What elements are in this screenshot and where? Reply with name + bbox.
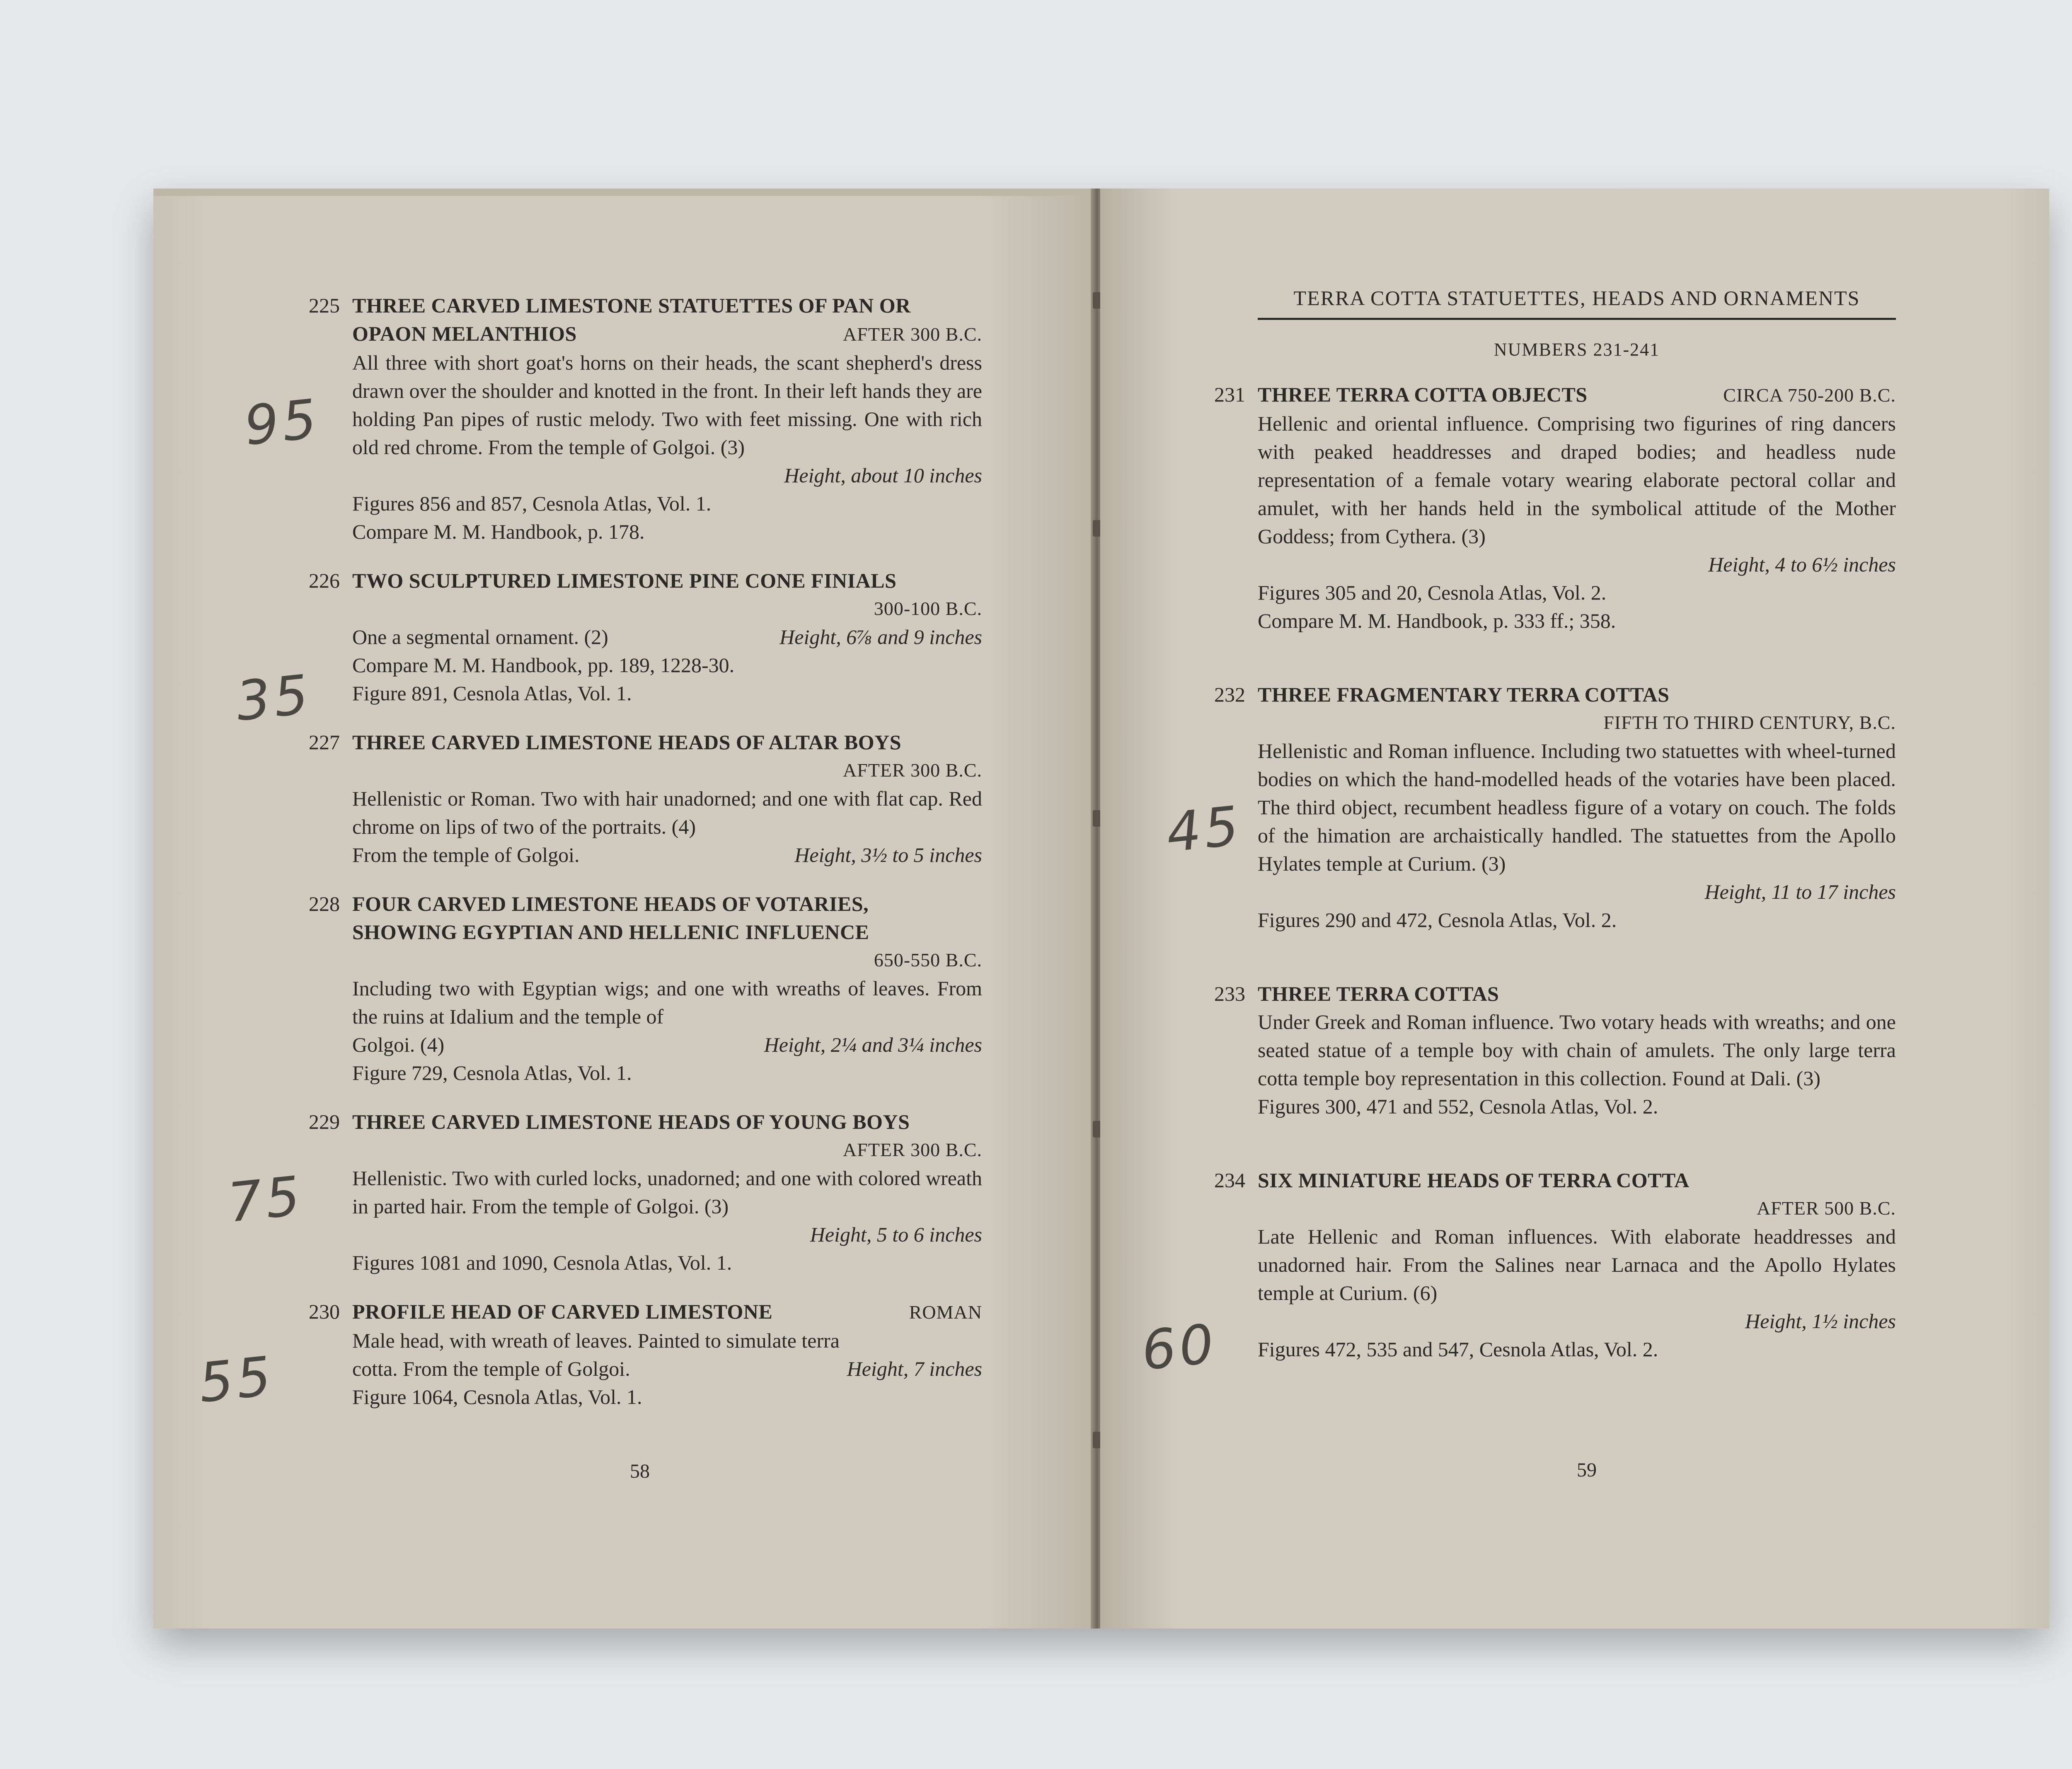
entry-reference: Figure 891, Cesnola Atlas, Vol. 1. [352, 682, 632, 705]
entry-description: Late Hellenic and Roman influences. With elaborate headdresses and unadorned hair. From the Salines near Larnaca and the Apollo Hylates temple at Curium. (6) [1258, 1225, 1896, 1304]
catalog-entry-234 [1214, 1166, 1896, 1363]
lot-number: 229 [309, 1110, 340, 1133]
section-heading: TERRA COTTA STATUETTES, HEADS AND ORNAMENTS [1258, 284, 1896, 320]
right-column [1214, 284, 1896, 1384]
entry-description: Hellenistic and Roman influence. Including two statuettes with wheel-turned bodies on which the hand-modelled heads of the votaries have been placed. The third object, recumbent headless figure of a votary on couch. The folds of the himation are archaistically handled. The statuettes from the Apollo Hylates temple at Curium. (3) [1258, 739, 1896, 875]
entry-description: Hellenistic. Two with curled locks, unadorned; and one with colored wreath in parted hair. From the temple of Golgoi. (3) [352, 1166, 982, 1218]
lot-number: 230 [309, 1300, 340, 1323]
entry-measurement: Height, about 10 inches [784, 464, 982, 487]
lot-number: 231 [1214, 383, 1245, 406]
entry-reference: Figures 472, 535 and 547, Cesnola Atlas, Vol. 2. [1258, 1338, 1658, 1361]
entry-reference: Compare M. M. Handbook, p. 178. [352, 520, 645, 543]
catalog-entry-225 [309, 291, 982, 546]
entry-description: Including two with Egyptian wigs; and one with wreaths of leaves. From the ruins at Idalium and the temple of [352, 977, 982, 1028]
entry-date: ROMAN [909, 1302, 982, 1323]
pencil-annotation: 60 [1138, 1312, 1220, 1383]
left-page [153, 189, 1094, 1629]
entry-measurement: Height, 2¼ and 3¼ inches [764, 1033, 982, 1056]
pencil-annotation: 45 [1163, 794, 1245, 865]
entry-reference: Figures 290 and 472, Cesnola Atlas, Vol. 2. [1258, 908, 1617, 932]
entry-reference: Figures 856 and 857, Cesnola Atlas, Vol. 1. [352, 492, 712, 515]
entry-measurement: Height, 11 to 17 inches [1704, 880, 1896, 903]
left-column [309, 291, 982, 1432]
lot-number: 227 [309, 731, 340, 754]
page-number: 59 [1577, 1459, 1597, 1481]
entry-measurement: Height, 3½ to 5 inches [794, 843, 982, 866]
entry-title: THREE TERRA COTTA OBJECTS [1258, 383, 1588, 406]
entry-title: THREE TERRA COTTAS [1258, 982, 1499, 1005]
entry-title: THREE FRAGMENTARY TERRA COTTAS [1258, 683, 1670, 706]
pencil-annotation: 75 [225, 1164, 306, 1235]
pencil-annotation: 35 [233, 662, 315, 733]
entry-description: Hellenic and oriental influence. Comprising two figurines of ring dancers with peaked headdresses and draped bodies; and headless nude representation of a female votary wearing elaborate pectoral collar and amulet, with her hands held in the symbolical attitude of the Mother Goddess; from Cythera. (3) [1258, 412, 1896, 548]
catalog-entry-226 [309, 566, 982, 707]
entry-description: Under Greek and Roman influence. Two votary heads with wreaths; and one seated statue of a temple boy with chain of amulets. The only large terra cotta temple boy representation in this collection. Found at Dali. (3) [1258, 1010, 1896, 1090]
entry-title: THREE CARVED LIMESTONE HEADS OF ALTAR BOYS [352, 731, 902, 754]
entry-measurement: Height, 4 to 6½ inches [1708, 553, 1896, 576]
entry-title-continued: SHOWING EGYPTIAN AND HELLENIC INFLUENCE [352, 920, 869, 944]
entry-measurement: Height, 1½ inches [1745, 1309, 1896, 1333]
entry-description-continued: cotta. From the temple of Golgoi. [352, 1357, 630, 1380]
pencil-annotation: 55 [196, 1344, 277, 1415]
pencil-annotation: 95 [241, 387, 323, 458]
entry-date: AFTER 500 B.C. [1756, 1198, 1896, 1219]
open-book [153, 189, 2049, 1629]
entry-reference: Compare M. M. Handbook, p. 333 ff.; 358. [1258, 609, 1616, 632]
lot-number: 228 [309, 892, 340, 915]
entry-reference: Figures 305 and 20, Cesnola Atlas, Vol. 2. [1258, 581, 1607, 604]
entry-title: THREE CARVED LIMESTONE STATUETTES OF PAN OR [352, 294, 911, 317]
catalog-entry-228 [309, 890, 982, 1087]
lot-number: 225 [309, 294, 340, 317]
entry-description: Male head, with wreath of leaves. Painted to simulate terra [352, 1329, 840, 1352]
entry-date: AFTER 300 B.C. [842, 324, 982, 345]
entry-title: SIX MINIATURE HEADS OF TERRA COTTA [1258, 1169, 1690, 1192]
entry-reference: Compare M. M. Handbook, pp. 189, 1228-30. [352, 653, 735, 677]
lot-number: 234 [1214, 1169, 1245, 1192]
entry-title-continued: OPAON MELANTHIOS [352, 322, 577, 345]
entry-description: One a segmental ornament. (2) [352, 625, 608, 649]
entry-description: Hellenistic or Roman. Two with hair unadorned; and one with flat cap. Red chrome on lips of two of the portraits. (4) [352, 787, 982, 838]
catalog-entry-227 [309, 728, 982, 869]
binding-thread [1093, 1432, 1101, 1448]
page-number: 58 [630, 1460, 650, 1482]
entry-date: 300-100 B.C. [874, 598, 982, 619]
entry-date: AFTER 300 B.C. [842, 1139, 982, 1160]
entry-measurement: Height, 7 inches [847, 1357, 982, 1380]
catalog-entry-229 [309, 1108, 982, 1277]
lot-number: 232 [1214, 683, 1245, 706]
entry-description: All three with short goat's horns on their heads, the scant shepherd's dress drawn over the shoulder and knotted in the front. In their left hands they are holding Pan pipes of rustic melody. Two with feet missing. One with rich old red chrome. From the temple of Golgoi. (3) [352, 351, 982, 459]
entry-date: CIRCA 750-200 B.C. [1723, 385, 1896, 406]
entry-title: FOUR CARVED LIMESTONE HEADS OF VOTARIES, [352, 892, 869, 915]
entry-description-continued: From the temple of Golgoi. [352, 843, 580, 866]
entry-reference: Figures 300, 471 and 552, Cesnola Atlas, Vol. 2. [1258, 1095, 1658, 1118]
entry-title: PROFILE HEAD OF CARVED LIMESTONE [352, 1300, 773, 1323]
binding-thread [1093, 1121, 1101, 1137]
entry-date: FIFTH TO THIRD CENTURY, B.C. [1603, 712, 1896, 733]
entry-measurement: Height, 6⅞ and 9 inches [779, 625, 982, 649]
entry-title: TWO SCULPTURED LIMESTONE PINE CONE FINIALS [352, 569, 897, 592]
entry-description-continued: Golgoi. (4) [352, 1033, 445, 1056]
catalog-entry-232 [1214, 680, 1896, 934]
entry-measurement: Height, 5 to 6 inches [810, 1223, 982, 1246]
binding-thread [1093, 292, 1101, 309]
binding-thread [1093, 520, 1101, 537]
entry-reference: Figure 1064, Cesnola Atlas, Vol. 1. [352, 1385, 642, 1408]
entry-date: 650-550 B.C. [874, 949, 982, 970]
entry-date: AFTER 300 B.C. [842, 760, 982, 781]
lot-number: 226 [309, 569, 340, 592]
catalog-entry-233 [1214, 980, 1896, 1120]
section-subheading: NUMBERS 231-241 [1493, 339, 1660, 360]
catalog-entry-231 [1214, 380, 1896, 635]
entry-reference: Figures 1081 and 1090, Cesnola Atlas, Vol. 1. [352, 1251, 732, 1274]
entry-reference: Figure 729, Cesnola Atlas, Vol. 1. [352, 1061, 632, 1084]
catalog-entry-230 [309, 1297, 982, 1411]
lot-number: 233 [1214, 982, 1245, 1005]
entry-title: THREE CARVED LIMESTONE HEADS OF YOUNG BOYS [352, 1110, 910, 1133]
binding-thread [1093, 810, 1101, 827]
right-page [1100, 189, 2049, 1629]
